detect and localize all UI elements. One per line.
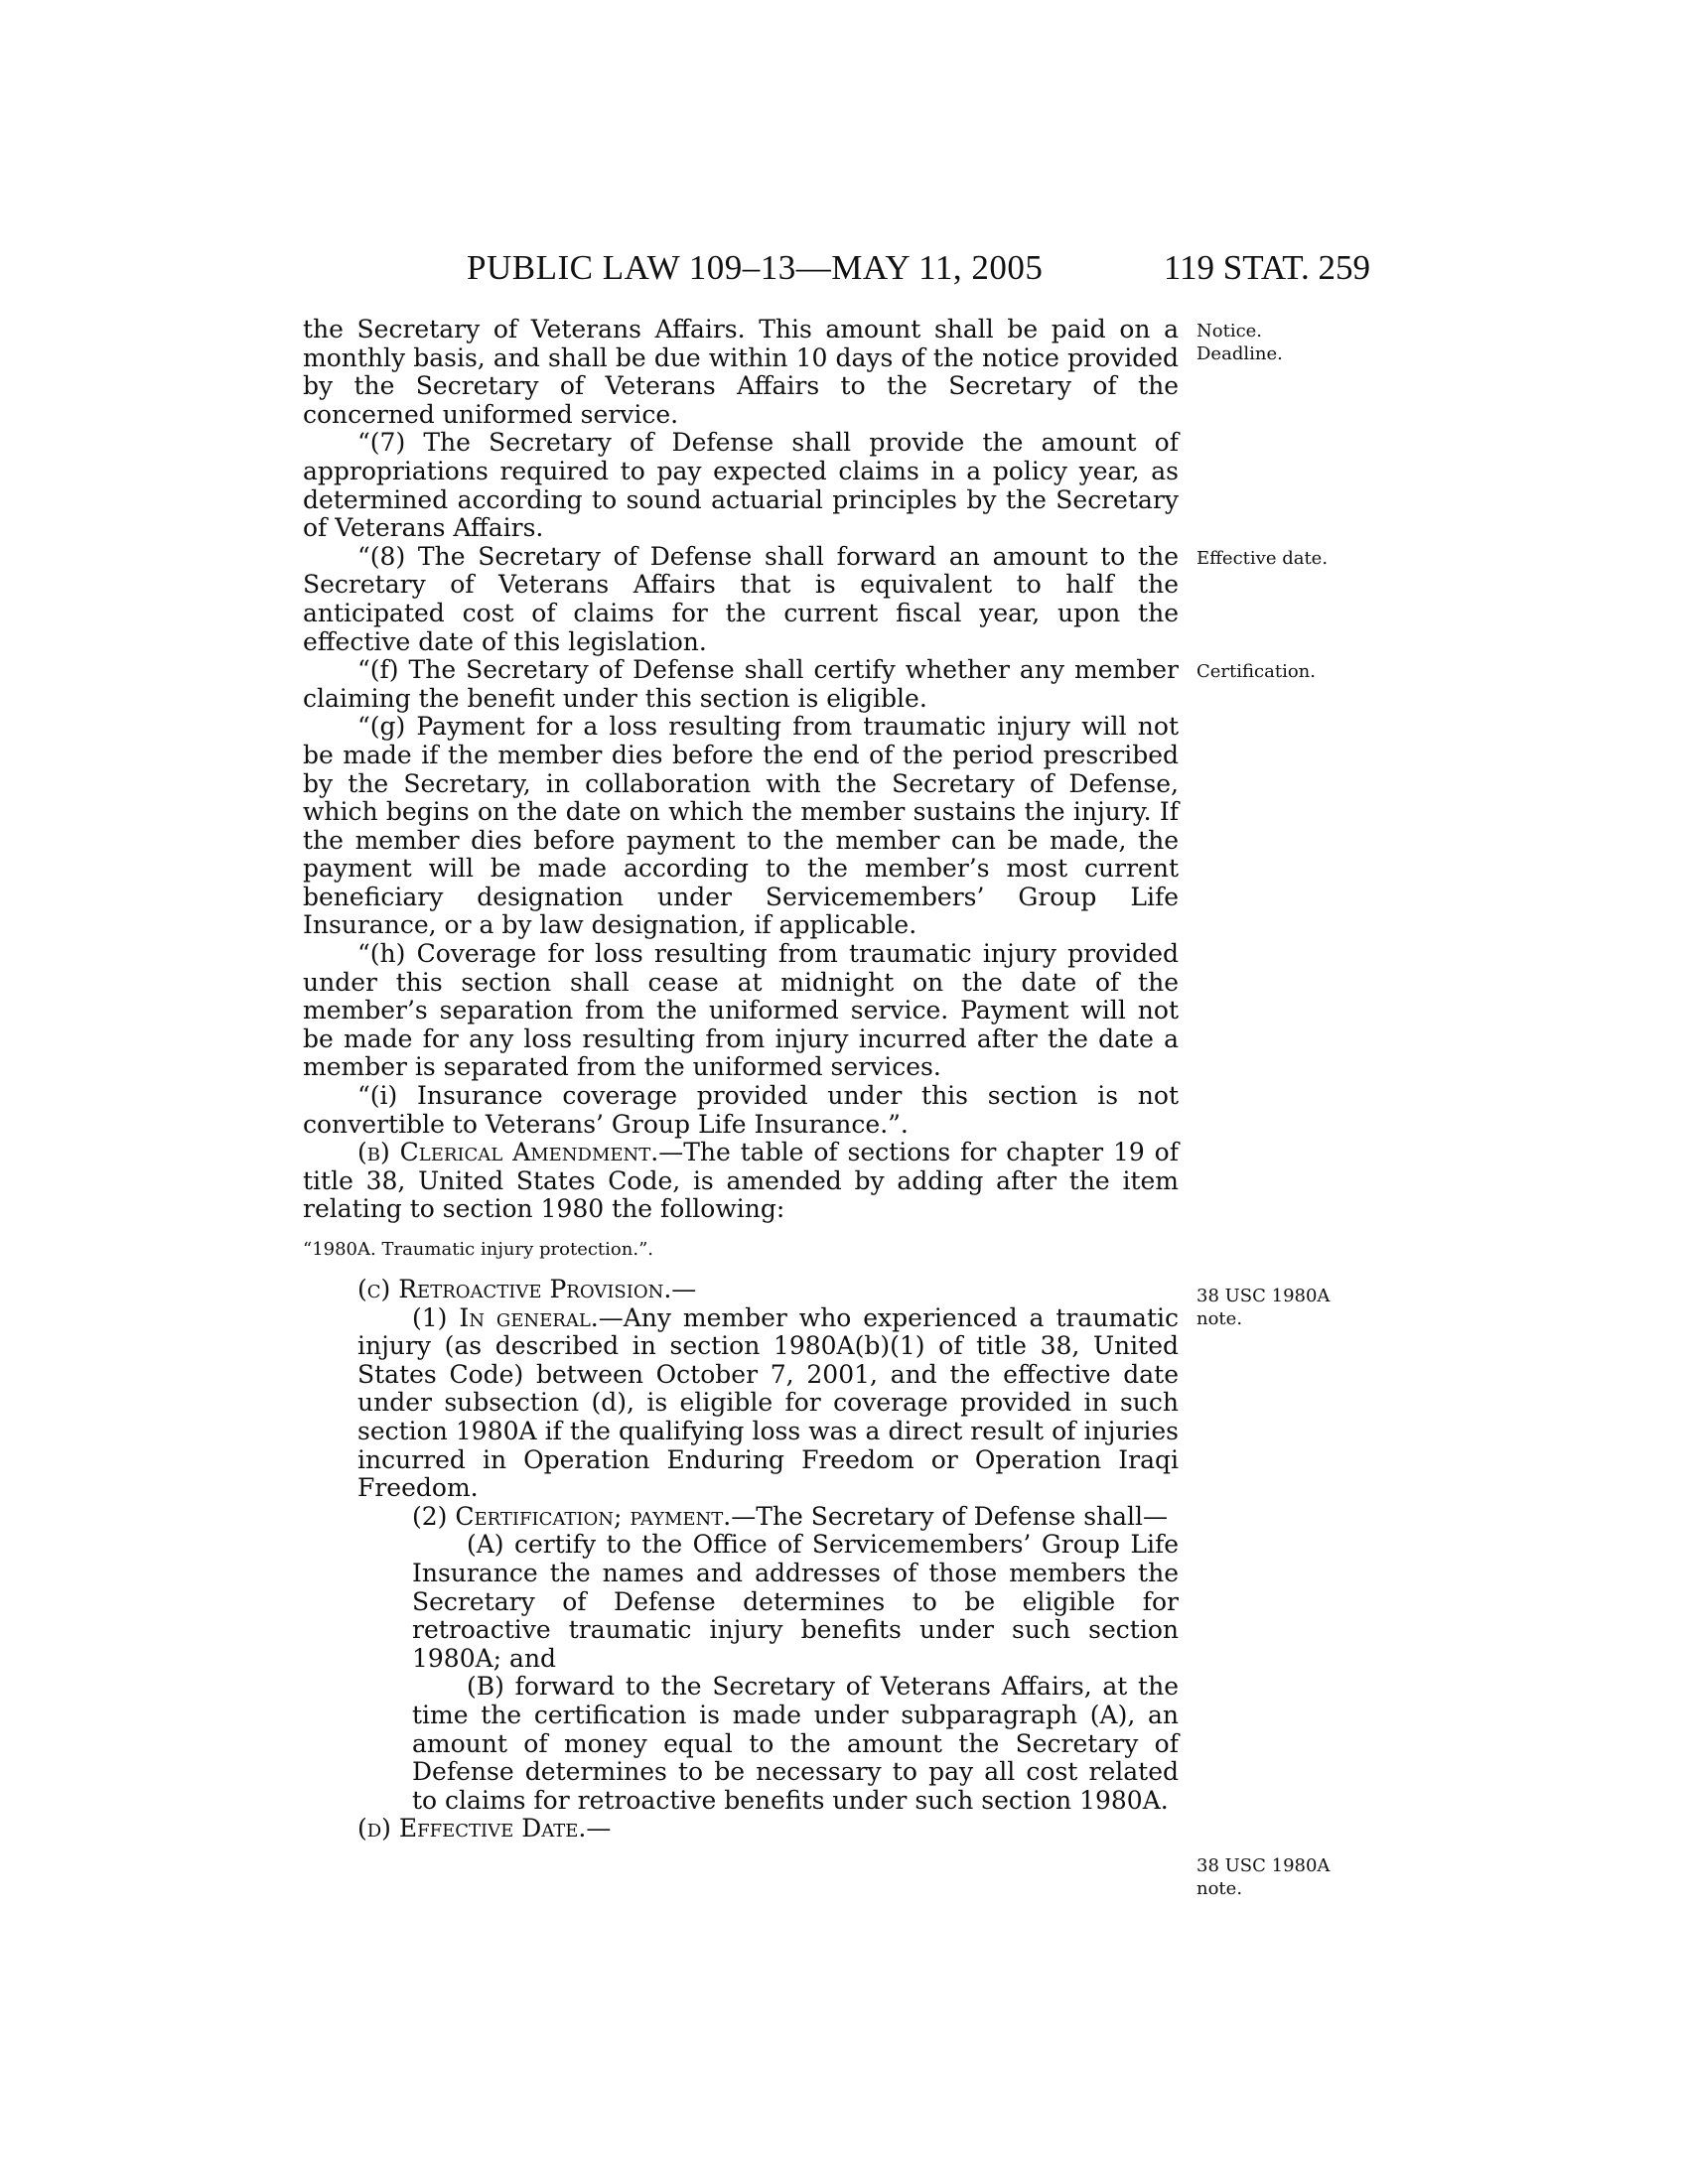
paragraph-d-effective-date	[303, 1815, 1179, 1843]
clerical-amendment-text: —The table of sections for chapter 19 of title 38, United States Code, is amended by adding after the item relating to section 1980 the following:	[303, 1138, 1179, 1224]
certification-payment-text: —The Secretary of Defense shall—	[731, 1501, 1169, 1531]
margin-note-certification: Certification.	[1196, 661, 1316, 682]
page-header-title: PUBLIC LAW 109–13—MAY 11, 2005	[467, 248, 1044, 287]
paragraph-c-retroactive-provision	[303, 1276, 1179, 1304]
margin-note-usc-1980a-line1: 38 USC 1980A	[1196, 1286, 1331, 1306]
margin-note-notice: Notice.	[1196, 321, 1263, 341]
margin-note-usc-1980a-2-line1: 38 USC 1980A	[1196, 1855, 1331, 1876]
body-text	[303, 316, 1179, 1843]
paragraph-b-clerical-amendment	[303, 1139, 1179, 1224]
in-general-text: —Any member who experienced a traumatic injury (as described in section 1980A(b)(1) of title 38, United States Code) between October 7, 2001, and the effective date under subsection (d), is eligible for coverage provided in such section 1980A if the qualifying loss was a direct result of injuries incurred in Operation Enduring Freedom or Operation Iraqi Freedom.	[357, 1302, 1179, 1503]
paragraph-c2-certification-payment	[357, 1503, 1179, 1532]
heading-in-general: (1) In general.	[412, 1302, 599, 1332]
retroactive-provision-dash: —	[671, 1275, 697, 1303]
heading-clerical-amendment: (b) Clerical Amendment.	[357, 1138, 659, 1167]
page-header-stat-citation: 119 STAT. 259	[1163, 248, 1370, 287]
margin-note-deadline: Deadline.	[1196, 343, 1283, 364]
subparagraph-a: (A) certify to the Office of Servicemembers’ Group Life Insurance the names and addresses of those members the Secretary of Defense determines to be eligible for retroactive traumatic injury benefits under such section 1980A; and	[412, 1530, 1179, 1673]
paragraph-c1-in-general	[357, 1304, 1179, 1503]
effective-date-dash: —	[586, 1814, 612, 1843]
paragraph-continuation: the Secretary of Veterans Affairs. This amount shall be paid on a monthly basis, and shall be due within 10 days of the notice provided by the Secretary of Veterans Affairs to the Secretary of the concerned uniformed service.	[303, 315, 1179, 429]
margin-note-usc-1980a-line2: note.	[1196, 1308, 1243, 1329]
paragraph-h: “(h) Coverage for loss resulting from traumatic injury provided under this section shall cease at midnight on the date of the member’s separation from the uniformed service. Payment will not be made for any loss resulting from injury incurred after the date a member is separated from the uniformed services.	[303, 939, 1179, 1082]
margin-note-usc-1980a-2-line2: note.	[1196, 1878, 1243, 1899]
paragraph-f: “(f) The Secretary of Defense shall certify whether any member claiming the benefit under this section is eligible.	[303, 655, 1179, 713]
paragraph-7: “(7) The Secretary of Defense shall provide the amount of appropriations required to pay expected claims in a policy year, as determined according to sound actuarial principles by the Secretary of Veterans Affairs.	[303, 428, 1179, 543]
heading-retroactive-provision: (c) Retroactive Provision.	[357, 1275, 672, 1303]
heading-effective-date: (d) Effective Date.	[357, 1814, 587, 1843]
subparagraph-b: (B) forward to the Secretary of Veterans Affairs, at the time the certification is made under subparagraph (A), an amount of money equal to the amount the Secretary of Defense determines to be necessary to pay all cost related to claims for retroactive benefits under such section 1980A.	[412, 1672, 1179, 1815]
heading-certification-payment: (2) Certification; payment.	[412, 1501, 732, 1531]
paragraph-8: “(8) The Secretary of Defense shall forward an amount to the Secretary of Veterans Affairs that is equivalent to half the anticipated cost of claims for the current fiscal year, upon the effective date of this legislation.	[303, 541, 1179, 656]
margin-note-effective-date: Effective date.	[1196, 548, 1329, 569]
table-of-sections-entry: “1980A. Traumatic injury protection.”.	[303, 1239, 653, 1260]
paragraph-i: “(i) Insurance coverage provided under this section is not convertible to Veterans’ Group Life Insurance.”.	[303, 1081, 1179, 1139]
paragraph-g: “(g) Payment for a loss resulting from traumatic injury will not be made if the member dies before the end of the period prescribed by the Secretary, in collaboration with the Secretary of Defense, which begins on the date on which the member sustains the injury. If the member dies before payment to the member can be made, the payment will be made according to the member’s most current beneficiary designation under Servicemembers’ Group Life Insurance, or a by law designation, if applicable.	[303, 712, 1179, 940]
